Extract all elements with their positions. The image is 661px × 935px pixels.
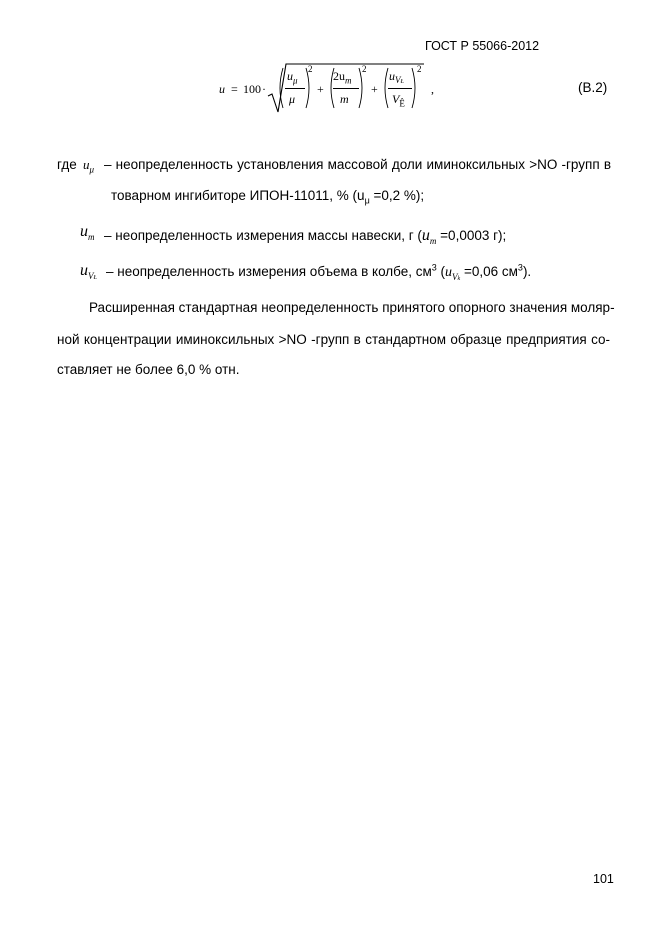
formula-trailing-comma: , [431, 82, 434, 96]
term2-exponent: 2 [362, 64, 367, 74]
term2-denominator: m [340, 92, 349, 106]
term3-numerator: $u_{VŁ}$ [389, 69, 404, 86]
definition-3-inline-symbol: $u_{Vk}$ [445, 265, 461, 282]
term1-denominator: μ [289, 92, 296, 106]
definition-1-line-2: товарном ингибиторе ИПОН-11011, % ($u_\mu =0,2$ %); [111, 188, 425, 206]
paragraph-line-1: Расширенная стандартная неопределенность принятого опорного значения моляр- [89, 300, 615, 315]
formula-equals: = [231, 82, 238, 96]
definition-2-symbol: $u_m$ [80, 223, 95, 243]
paragraph-line-2: ной концентрации иминоксильных >NO -групп в стандартном образце предприятия со- [57, 332, 610, 347]
plus-2: + [371, 82, 378, 96]
plus-1: + [317, 82, 324, 96]
term2-numerator: $2u_m$ [333, 69, 352, 86]
term2-fraction-bar [333, 88, 359, 89]
document-code: ГОСТ Р 55066-2012 [425, 39, 540, 53]
term1-exponent: 2 [308, 64, 313, 74]
page-number: 101 [593, 872, 614, 886]
definition-where: где [57, 157, 77, 172]
definition-3-symbol: $u_{VŁ}$ [80, 262, 97, 282]
formula-number: (В.2) [578, 80, 608, 95]
term1-fraction-bar [285, 88, 305, 89]
term1-numerator: $u_\mu$ [287, 69, 298, 86]
definition-3-text: – неопределенность измерения объема в колбе, $см^3$ ($u_{Vk} =0,06$ $см^3$). [106, 262, 532, 282]
definition-1-line-1: – неопределенность установления массовой доли иминоксильных >NO -групп в [104, 157, 611, 172]
formula-coefficient: 100 [243, 82, 261, 96]
left-paren-1 [276, 67, 284, 109]
formula-dot: · [262, 82, 266, 96]
term3-denominator: $V_Ê$ [392, 92, 405, 109]
formula-lhs: u [219, 82, 225, 96]
paragraph-line-3: ставляет не более 6,0 % отн. [57, 362, 240, 377]
term3-exponent: 2 [417, 64, 422, 74]
definition-2-text: – неопределенность измерения массы навески, г ($u_m =0,0003$ г); [104, 227, 507, 247]
definition-2-inline-symbol: $u_m$ [421, 227, 437, 247]
definition-1-symbol: $u_\mu$ [83, 157, 95, 175]
term3-fraction-bar [388, 88, 412, 89]
